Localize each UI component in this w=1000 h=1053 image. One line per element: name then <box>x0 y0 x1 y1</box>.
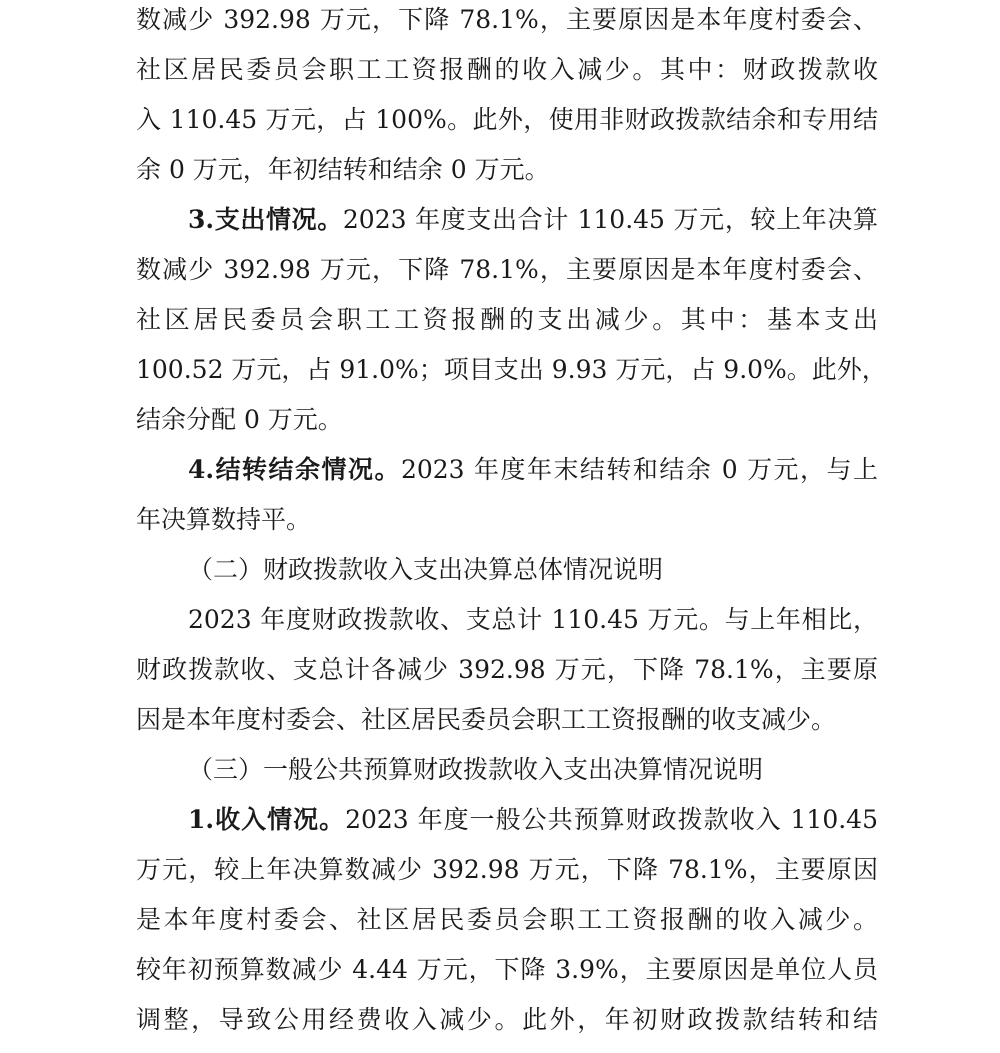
paragraph-line: 入 110.45 万元，占 100%。此外，使用非财政拨款结余和专用结 <box>136 105 878 134</box>
section-lead: 4.结转结余情况。 <box>188 455 401 484</box>
paragraph-line: 1.收入情况。2023 年度一般公共预算财政拨款收入 110.45 <box>188 805 878 834</box>
paragraph-line: 是本年度村委会、社区居民委员会职工工资报酬的收入减少。 <box>136 905 878 934</box>
section-lead: 3.支出情况。 <box>188 205 343 234</box>
paragraph-line: 余 0 万元，年初结转和结余 0 万元。 <box>136 155 550 184</box>
section-heading: （二）财政拨款收入支出决算总体情况说明 <box>188 555 664 584</box>
paragraph-line: 万元，较上年决算数减少 392.98 万元，下降 78.1%，主要原因 <box>136 855 878 884</box>
paragraph-line: 4.结转结余情况。2023 年度年末结转和结余 0 万元，与上 <box>188 455 879 484</box>
paragraph-line: 数减少 392.98 万元，下降 78.1%，主要原因是本年度村委会、 <box>136 5 878 34</box>
paragraph-line: 100.52 万元，占 91.0%；项目支出 9.93 万元，占 9.0%。此外， <box>136 355 887 384</box>
paragraph-line: 较年初预算数减少 4.44 万元，下降 3.9%，主要原因是单位人员 <box>136 955 878 984</box>
paragraph-line: 3.支出情况。2023 年度支出合计 110.45 万元，较上年决算 <box>188 205 878 234</box>
paragraph-line: 社区居民委员会职工工资报酬的支出减少。其中：基本支出 <box>136 305 878 334</box>
paragraph-line: 财政拨款收、支总计各减少 392.98 万元，下降 78.1%，主要原 <box>136 655 878 684</box>
paragraph-line: 年决算数持平。 <box>136 505 312 534</box>
paragraph-line: 结余分配 0 万元。 <box>136 405 343 434</box>
paragraph-line: 调整，导致公用经费收入减少。此外，年初财政拨款结转和结 <box>136 1005 878 1034</box>
paragraph-line: 2023 年度财政拨款收、支总计 110.45 万元。与上年相比， <box>188 605 878 634</box>
section-lead: 1.收入情况。 <box>188 805 346 834</box>
paragraph-line: 社区居民委员会职工工资报酬的收入减少。其中：财政拨款收 <box>136 55 878 84</box>
paragraph-line: 数减少 392.98 万元，下降 78.1%，主要原因是本年度村委会、 <box>136 255 878 284</box>
paragraph-line: 因是本年度村委会、社区居民委员会职工工资报酬的收支减少。 <box>136 705 837 734</box>
section-heading: （三）一般公共预算财政拨款收入支出决算情况说明 <box>188 755 764 784</box>
